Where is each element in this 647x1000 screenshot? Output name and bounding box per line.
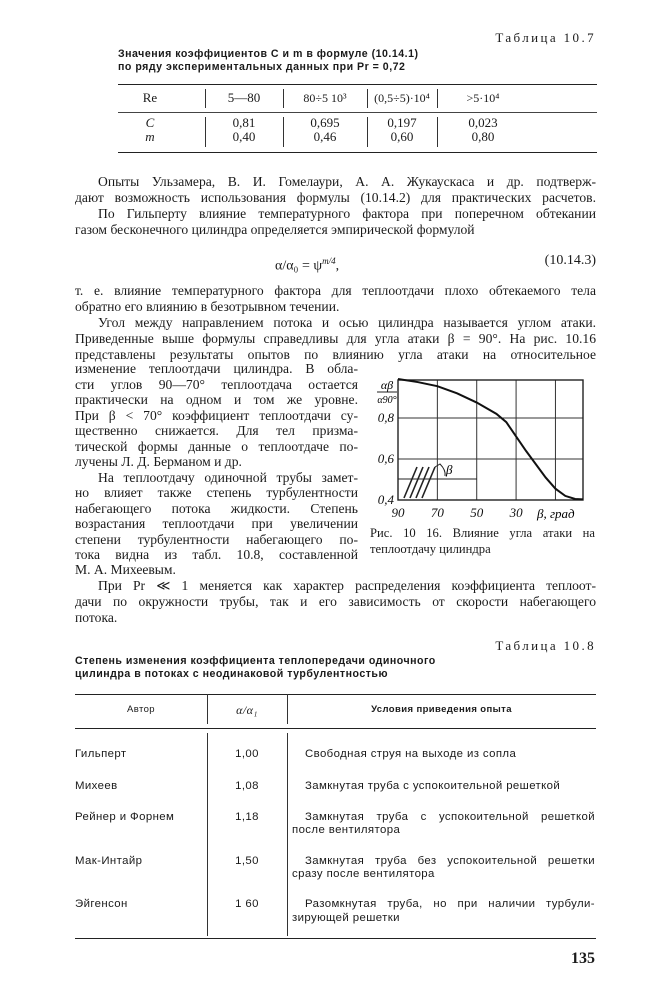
paragraph-line: газом бесконечного цилиндра определяется эмпирической формулой <box>75 222 475 237</box>
table-cell: 0,40 <box>232 129 256 144</box>
formula-number: (10.14.3) <box>544 253 596 268</box>
formula-exponent: m/4 <box>322 256 336 266</box>
table-cell: 0,80 <box>471 129 495 144</box>
table-10-7-caption-line: по ряду экспериментальных данных при Pr = 0,72 <box>118 61 406 73</box>
table-cell: 0,60 <box>390 129 414 144</box>
x-tick-label: 30 <box>509 505 523 520</box>
formula-tail: , <box>335 258 340 274</box>
column-divider <box>287 733 288 936</box>
header-cell: 5—80 <box>227 90 261 105</box>
y-tick-label: 0,8 <box>377 409 394 425</box>
paragraph-line: обратно его влиянию в безотрывном течении. <box>75 299 340 314</box>
conditions-cell: зирующей решетки <box>292 912 400 924</box>
table-10-8-caption-line: цилиндра в потоках с неодинаковой турбулентностью <box>75 668 388 680</box>
x-tick-label: 70 <box>430 505 444 520</box>
header-cell: >5·10⁴ <box>466 91 500 105</box>
ratio-cell: 1,50 <box>235 855 259 867</box>
author-cell: Рейнер и Форнем <box>75 811 175 823</box>
author-cell: Михеев <box>75 780 118 792</box>
figure-caption-line: Рис. 10 16. Влияние угла атаки на <box>370 526 595 540</box>
paragraph-line: набегающего потока жидкости. Степень <box>75 501 358 516</box>
paragraph-line: М. А. Михеевым. <box>75 562 176 577</box>
paragraph-line: лучены Л. Д. Берманом и др. <box>75 454 242 469</box>
paragraph-line: щественно снижается. Для тел призма- <box>75 423 358 438</box>
paragraph-line: Опыты Ульзамера, В. И. Гомелаури, А. А. Жукаускаса и др. подтверж- <box>98 174 596 189</box>
table-cell: 0,197 <box>387 115 417 130</box>
conditions-cell: после вентилятора <box>292 824 401 836</box>
paragraph-line: Приведенные выше формулы справедливы для угла атаки β = 90°. На рис. 10.16 <box>75 331 596 346</box>
y-tick-label: 0,4 <box>377 492 394 507</box>
paragraph-line: По Гильперту влияние температурного фактора при поперечном обтекании <box>98 206 596 221</box>
x-tick-label: 90 <box>391 505 405 520</box>
table-10-8-label: Таблица 10.8 <box>495 638 596 653</box>
paragraph-line: представлены результаты опытов по влиянию угла атаки на относительное <box>75 347 596 362</box>
ratio-cell: 1,18 <box>235 811 259 823</box>
conditions-cell: Замкнутая труба без успокоительной решетки <box>305 855 595 867</box>
table-10-7-caption-line: Значения коэффициентов C и m в формуле (10.14.1) <box>118 48 419 60</box>
author-cell: Гильперт <box>75 748 127 760</box>
paragraph-line: При β < 70° коэффициент теплоотдачи су- <box>75 408 358 423</box>
header-cell: 80÷5 10³ <box>303 91 347 105</box>
header-conditions: Условия приведения опыта <box>371 704 512 715</box>
paragraph-line: но влияет также степень турбулентности <box>75 485 358 500</box>
table-cell: 0,695 <box>310 115 340 130</box>
conditions-cell: Замкнутая труба с успокоительной решеткой <box>305 780 561 792</box>
paragraph-line: На теплоотдачу одиночной трубы замет- <box>98 470 358 485</box>
formula-lhs: α/α₀ = ψ <box>275 258 323 274</box>
paragraph-line: степени турбулентности набегающего по- <box>75 532 358 547</box>
paragraph-line: тока видна из табл. 10.8, составленной <box>75 547 358 562</box>
y-tick-label: 0,6 <box>377 450 394 466</box>
header-cell: (0,5÷5)·10⁴ <box>374 91 430 105</box>
row-label-m: m <box>145 129 155 144</box>
x-tick-label: 50 <box>470 505 484 520</box>
paragraph-line: Угол между направлением потока и осью цилиндра называется углом атаки. <box>98 315 596 330</box>
inset-beta-label: β <box>446 462 453 477</box>
header-re: Re <box>142 90 158 105</box>
y-axis-label-denominator: α90° <box>377 395 397 406</box>
table-cell: 0,023 <box>468 115 498 130</box>
paragraph-line: возрастания теплоотдачи при увеличении <box>75 516 358 531</box>
author-cell: Мак-Интайр <box>75 855 143 867</box>
ratio-cell: 1 60 <box>235 898 259 910</box>
table-cell: 0,46 <box>313 129 337 144</box>
paragraph-line: дачи по окружности трубы, так и его зависимость от скорости набегающего <box>75 594 596 609</box>
ratio-cell: 1,00 <box>235 748 259 760</box>
paragraph-line: потока. <box>75 610 118 625</box>
paragraph-line: изменение теплоотдачи цилиндра. В обла- <box>75 361 358 376</box>
x-axis-label: β, град <box>537 506 575 521</box>
page-number: 135 <box>571 950 595 967</box>
ratio-cell: 1,08 <box>235 780 259 792</box>
table-10-7-label: Таблица 10.7 <box>495 30 596 45</box>
conditions-cell: Замкнутая труба с успокоительной решеткой <box>305 811 595 823</box>
paragraph-line: При Pr ≪ 1 меняется как характер распределения коэффициента теплоот- <box>98 578 596 593</box>
table-bottom-rule <box>75 938 596 939</box>
paragraph-line: т. е. влияние температурного фактора для теплоотдачи плохо обтекаемого тела <box>75 283 596 298</box>
paragraph-line: практически на одном и том же уровне. <box>75 392 358 407</box>
conditions-cell: Свободная струя на выходе из сопла <box>305 748 517 760</box>
table-10-8-caption-line: Степень изменения коэффициента теплопередачи одиночного <box>75 655 436 667</box>
row-label-c: C <box>145 115 155 130</box>
conditions-cell: Разомкнутая труба, но при наличии турбули- <box>305 898 595 910</box>
header-author: Автор <box>127 704 155 715</box>
conditions-cell: сразу после вентилятора <box>292 868 435 880</box>
table-cell: 0,81 <box>232 115 256 130</box>
y-axis-label-numerator: αβ <box>380 378 394 392</box>
table-header-rule <box>75 728 596 729</box>
paragraph-line: тической формы данные о теплоотдаче по- <box>75 439 358 454</box>
paragraph-line: дают возможность использования формулы (10.14.2) для практических расчетов. <box>75 190 596 205</box>
inset-hatch-icon <box>404 464 445 498</box>
author-cell: Эйгенсон <box>75 898 128 910</box>
paragraph-line: сти углов 90—70° теплоотдача остается <box>75 377 358 392</box>
figure-caption-line: теплоотдачу цилиндра <box>370 542 491 556</box>
table-top-rule <box>75 694 596 695</box>
header-ratio: α/α₁ <box>236 703 258 717</box>
